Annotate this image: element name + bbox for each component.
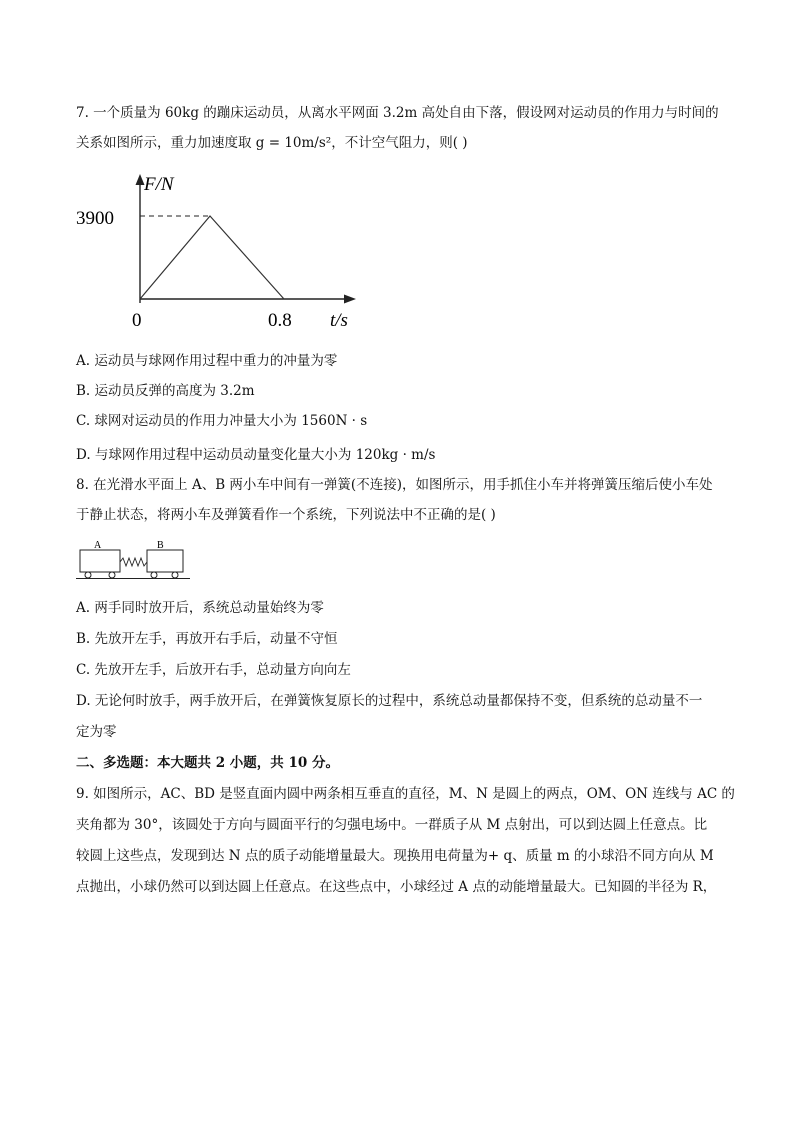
force-curve	[140, 216, 284, 299]
cart-a-body	[80, 550, 120, 572]
cart-b-wheel-right	[172, 572, 178, 578]
q8-option-c: C. 先放开左手，后放开右手，总动量方向向左	[76, 662, 351, 678]
q7-force-time-graph	[76, 168, 376, 338]
x-axis-arrow	[344, 295, 356, 304]
cart-a-wheel-left	[85, 572, 91, 578]
q8-option-a: A. 两手同时放开后，系统总动量始终为零	[76, 600, 324, 616]
q8-stem-line1: 8. 在光滑水平面上 A、B 两小车中间有一弹簧(不连接)，如图所示，用手抓住小车并将弹簧压缩后使小车处	[76, 477, 713, 493]
y-axis-label: F/N	[144, 174, 174, 195]
q7-stem-line2: 关系如图所示，重力加速度取 g = 10m/s²，不计空气阻力，则( )	[76, 135, 468, 151]
cart-a-label: A	[94, 540, 102, 551]
q7-option-c: C. 球网对运动员的作用力冲量大小为 1560N · s	[76, 413, 368, 429]
q9-stem-line1: 9. 如图所示，AC、BD 是竖直面内圆中两条相互垂直的直径，M、N 是圆上的两点，OM、ON 连线与 AC 的	[76, 786, 735, 802]
q8-carts-spring-figure	[74, 536, 194, 584]
q7-option-a: A. 运动员与球网作用过程中重力的冲量为零	[76, 353, 338, 369]
q8-option-d: D. 无论何时放手，两手放开后，在弹簧恢复原长的过程中，系统总动量都保持不变，但系统的总动量不一	[76, 693, 703, 709]
cart-a-wheel-right	[109, 572, 115, 578]
cart-b-wheel-left	[151, 572, 157, 578]
x-axis-label: t/s	[330, 310, 348, 331]
origin-label: 0	[132, 310, 142, 331]
cart-b-label: B	[157, 540, 164, 551]
q7-stem-line1: 7. 一个质量为 60kg 的蹦床运动员，从离水平网面 3.2m 高处自由下落，假设网对运动员的作用力与时间的	[76, 105, 719, 121]
spring	[120, 558, 147, 566]
q7-option-b: B. 运动员反弹的高度为 3.2m	[76, 383, 255, 399]
q9-stem-line4: 点抛出，小球仍然可以到达圆上任意点。在这些点中，小球经过 A 点的动能增量最大。已知圆的半径为 R，	[76, 879, 717, 895]
section-heading-multiple-choice: 二、多选题：本大题共 2 小题，共 10 分。	[76, 755, 339, 771]
q8-option-d-continued: 定为零	[76, 724, 117, 740]
peak-value-label: 3900	[76, 208, 114, 229]
q9-stem-line2: 夹角都为 30°，该圆处于方向与圆面平行的匀强电场中。一群质子从 M 点射出，可以到达圆上任意点。比	[76, 817, 708, 833]
q7-option-d: D. 与球网作用过程中运动员动量变化量大小为 120kg · m/s	[76, 447, 436, 463]
cart-b-body	[147, 550, 183, 572]
q8-stem-line2: 于静止状态，将两小车及弹簧看作一个系统，下列说法中不正确的是( )	[76, 507, 496, 523]
q9-stem-line3: 较圆上这些点，发现到达 N 点的质子动能增量最大。现换用电荷量为+ q、质量 m 的小球沿不同方向从 M	[76, 848, 714, 864]
end-time-label: 0.8	[268, 310, 292, 331]
q8-option-b: B. 先放开左手，再放开右手后，动量不守恒	[76, 631, 338, 647]
